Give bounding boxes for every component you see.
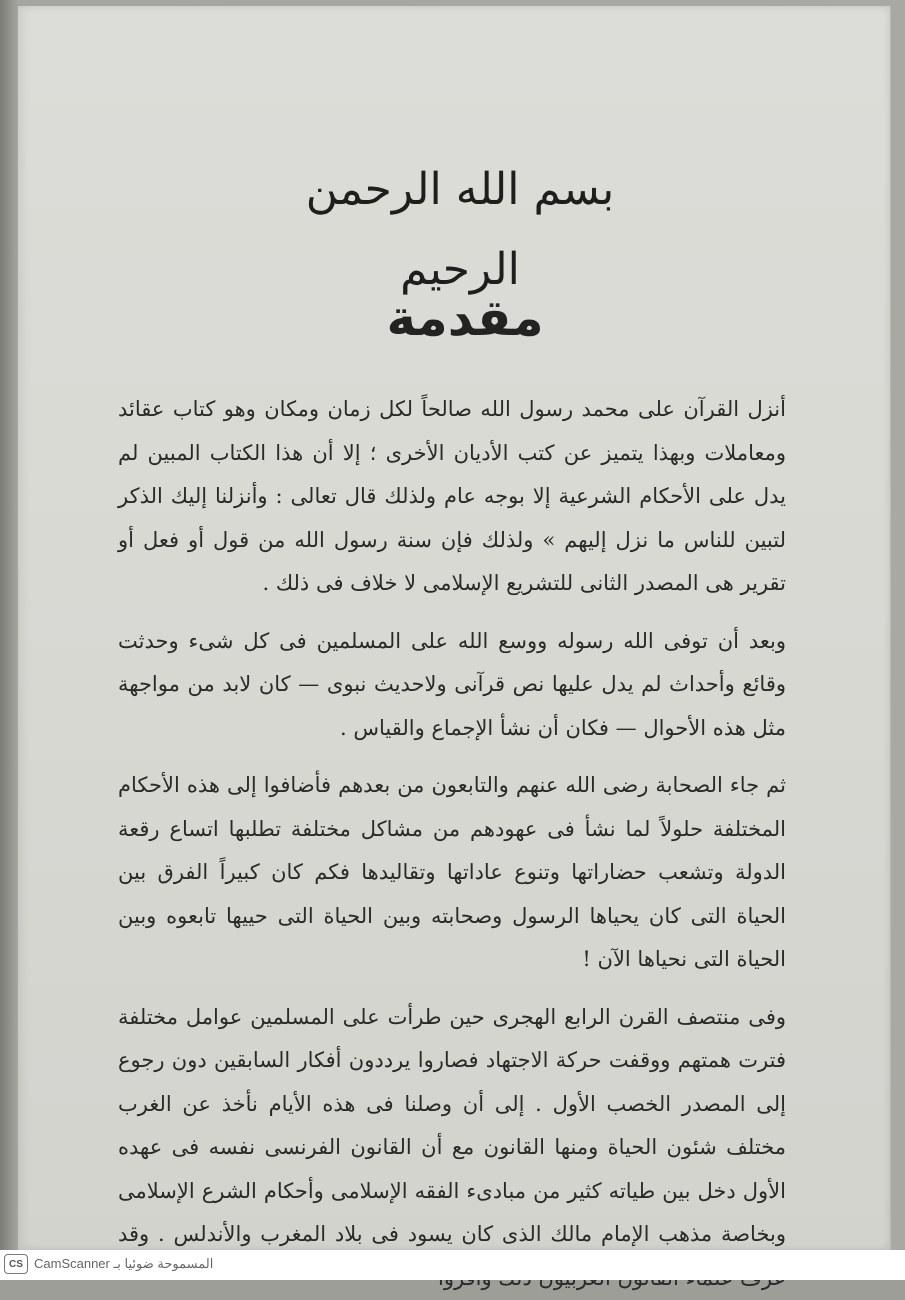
paragraph-3: ثم جاء الصحابة رضى الله عنهم والتابعون من بعدهم فأضافوا إلى هذه الأحكام المختلفة حلولاً لما نشأ فى عهودهم من مشاكل مختلفة تطلبها اتساع رقعة الدولة وتشعب حضاراتها وتنوع عاداتها وتقاليدها فكم كان كبيراً الفرق بين الحياة التى كان يحياها الرسول وصحابته وبين الحياة التى حييها تابعوه وبين الحياة التى نحياها الآن !: [118, 764, 786, 982]
body-text: [118, 388, 786, 1300]
basmala-calligraphy: بسم الله الرحمن الرحيم: [250, 150, 670, 230]
paragraph-1: أنزل القرآن على محمد رسول الله صالحاً لكل زمان ومكان وهو كتاب عقائد ومعاملات وبهذا يتميز عن كتب الأديان الأخرى ؛ إلا أن هذا الكتاب المبين لم يدل على الأحكام الشرعية إلا بوجه عام ولذلك قال تعالى : وأنزلنا إليك الذكر لتبين للناس ما نزل إليهم » ولذلك فإن سنة رسول الله من قول أو فعل أو تقرير هى المصدر الثانى للتشريع الإسلامى لا خلاف فى ذلك .: [118, 388, 786, 606]
page-title: مقدمة: [350, 278, 580, 358]
scanner-watermark: [4, 1253, 213, 1275]
camscanner-logo-icon: CS: [4, 1254, 28, 1274]
scanner-watermark-text: CamScanner المسموحة ضوئيا بـ: [34, 1256, 213, 1272]
paragraph-4: وفى منتصف القرن الرابع الهجرى حين طرأت على المسلمين عوامل مختلفة فترت همتهم ووقفت حركة الاجتهاد فصاروا يرددون أفكار السابقين دون رجوع إلى المصدر الخصب الأول . إلى أن وصلنا فى هذه الأيام نأخذ عن الغرب مختلف شئون الحياة ومنها القانون مع أن القانون الفرنسى نفسه فى عهده الأول دخل بين طياته كثير من مبادىء الفقه الإسلامى وأحكام الشرع الإسلامى وبخاصة مذهب الإمام مالك الذى كان يسود فى بلاد المغرب والأندلس . وقد: [118, 996, 786, 1300]
paragraph-2: وبعد أن توفى الله رسوله ووسع الله على المسلمين فى كل شىء وحدثت وقائع وأحداث لم يدل عليها نص قرآنى ولاحديث نبوى — كان لابد من مواجهة مثل هذه الأحوال — فكان أن نشأ الإجماع والقياس .: [118, 620, 786, 751]
